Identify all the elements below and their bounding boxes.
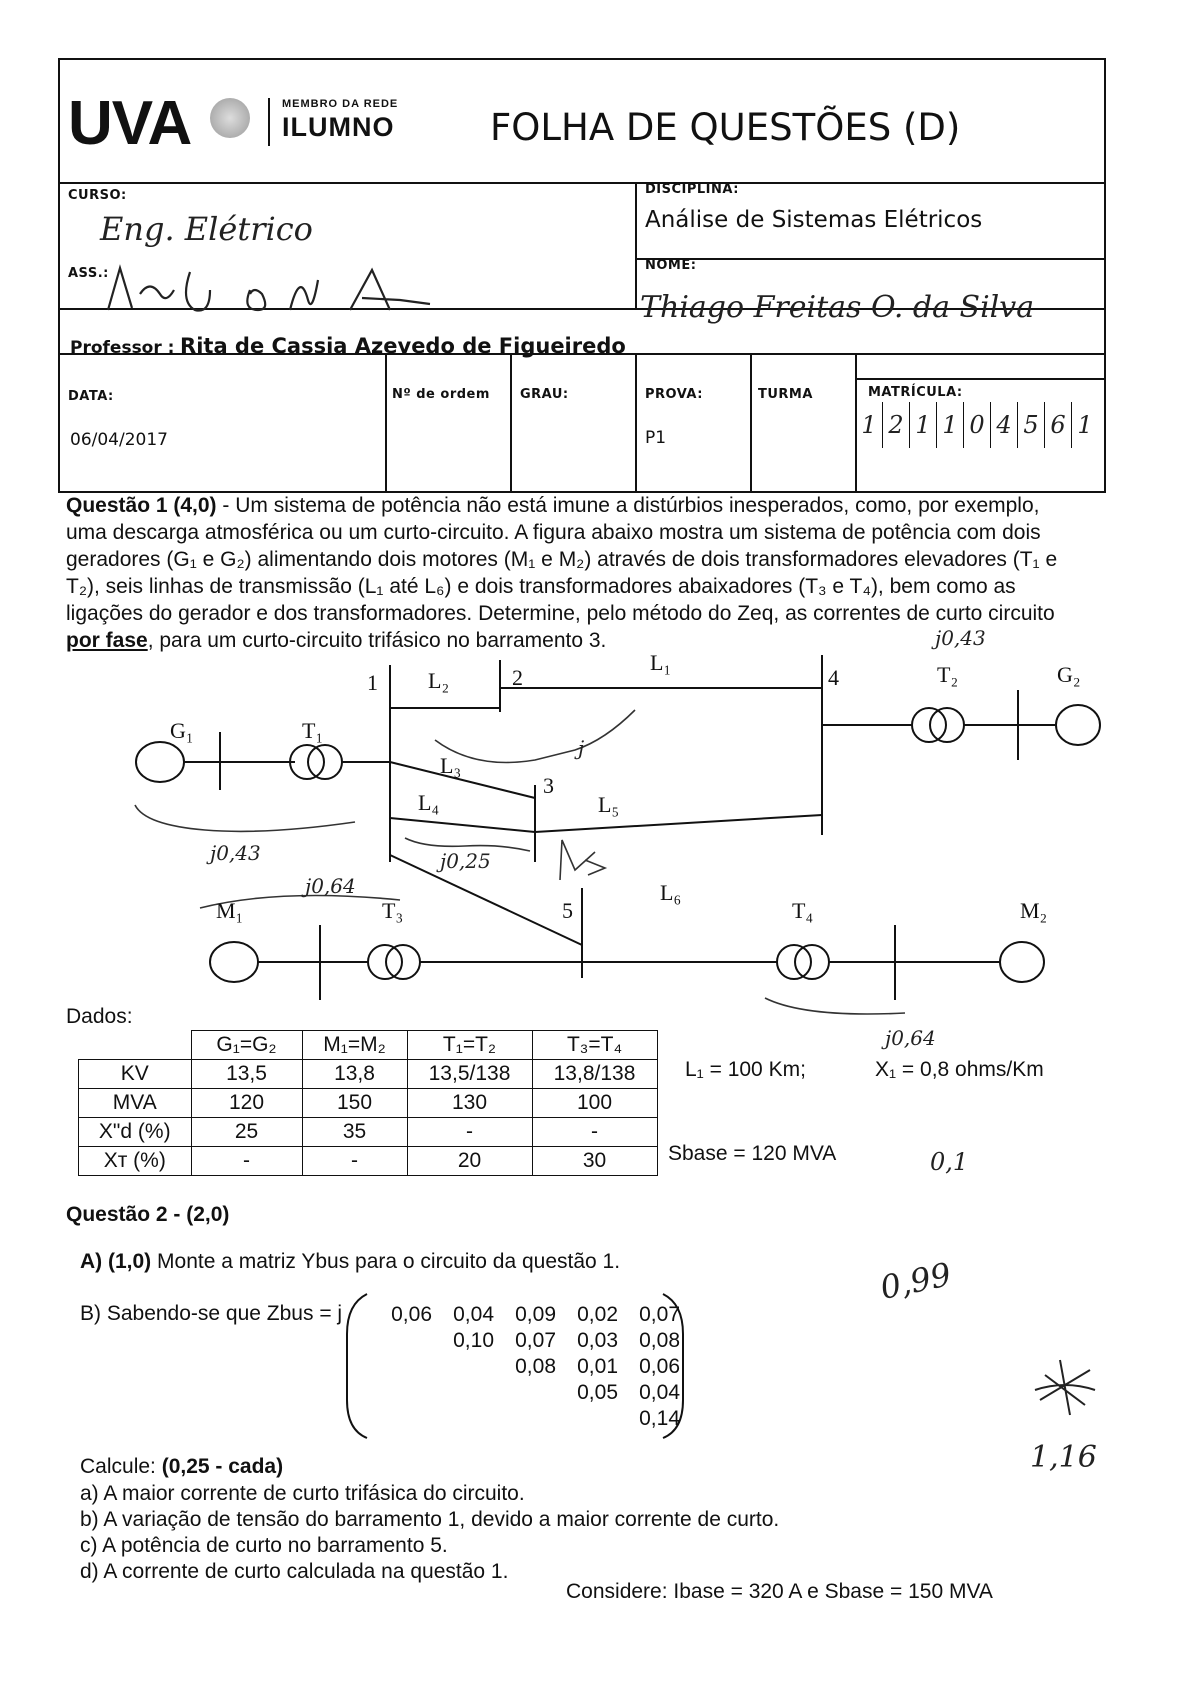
table-row (79, 1089, 658, 1118)
zbus-cell: 0,01 (577, 1355, 618, 1378)
table-cell: KV (79, 1060, 192, 1089)
table-cell: 100 (532, 1089, 657, 1118)
table-cell: - (191, 1147, 302, 1176)
matricula-digit: 0 (963, 402, 990, 448)
hand-total: 1,16 (1030, 1440, 1097, 1475)
network-name: ILUMNO (282, 112, 395, 142)
fault-arrow (560, 840, 605, 880)
table-cell: 13,8 (302, 1060, 407, 1089)
hand-t4-annotation: j0,64 (885, 1026, 936, 1050)
zbus-row (370, 1406, 680, 1432)
hand-t3-annotation: j0,64 (305, 874, 356, 898)
disciplina-label: DISCIPLINA: (645, 182, 739, 197)
brace-g1 (135, 805, 355, 831)
zbus-row (370, 1328, 680, 1354)
zbus-matrix (370, 1302, 680, 1432)
m2-symbol (1000, 942, 1044, 982)
line-L5 (535, 815, 822, 832)
page-title: FOLHA DE QUESTÕES (D) (490, 106, 961, 149)
zbus-cell (370, 1380, 432, 1406)
professor-value: Rita de Cassia Azevedo de Figueiredo (180, 334, 626, 358)
L1-label: L₁ (650, 650, 672, 675)
table-cell: Xᴛ (%) (79, 1147, 192, 1176)
nome-label: NOME: (645, 258, 697, 273)
table-cell: 30 (532, 1147, 657, 1176)
zbus-cell (432, 1406, 494, 1432)
zbus-cell (370, 1354, 432, 1380)
data-value: 06/04/2017 (70, 430, 168, 450)
q1-title: Questão 1 (4,0) (66, 494, 217, 517)
zbus-cell: 0,05 (577, 1381, 618, 1404)
brace-t4 (765, 998, 905, 1014)
table-cell: 35 (302, 1118, 407, 1147)
brace-l1 (435, 710, 635, 763)
L6-label: L₆ (660, 880, 682, 905)
prova-label: PROVA: (645, 387, 703, 402)
zbus-cell (370, 1406, 432, 1432)
T1-label: T₁ (302, 718, 324, 743)
matricula-digit: 2 (882, 402, 909, 448)
zbus-row (370, 1380, 680, 1406)
professor-label: Professor : (70, 338, 175, 358)
data-label: DATA: (68, 389, 114, 404)
m1-symbol (210, 942, 258, 982)
matricula-digit: 1 (855, 402, 882, 448)
table-cell: 13,5/138 (407, 1060, 532, 1089)
dados-table (78, 1030, 658, 1176)
zbus-cell: 0,10 (453, 1329, 494, 1352)
zbus-cell: 0,02 (577, 1303, 618, 1326)
table-header: T₃=T₄ (532, 1031, 657, 1060)
q2-a-bold: A) (1,0) (80, 1250, 152, 1273)
table-cell: 150 (302, 1089, 407, 1118)
table-cell: 25 (191, 1118, 302, 1147)
hand-score-q2: 0,99 (876, 1255, 955, 1307)
T3-label: T₃ (382, 898, 404, 923)
line-L3 (390, 762, 535, 798)
l1-length: L₁ = 100 Km; (685, 1058, 806, 1081)
hand-l4-annotation: j0,25 (440, 849, 491, 873)
zbus-row (370, 1302, 680, 1328)
table-row (79, 1031, 658, 1060)
list-item: a) A maior corrente de curto trifásica do circuito. (80, 1482, 525, 1505)
calcule-bold: (0,25 - cada) (161, 1455, 284, 1478)
curso-value: Eng. Elétrico (100, 210, 313, 248)
q1-line: geradores (G₁ e G₂) alimentando dois motores (M₁ e M₂) através de dois transformadores elevadores (T₁ e (66, 548, 1058, 571)
turma-label: TURMA (758, 387, 813, 402)
g1-symbol (136, 742, 184, 782)
table-row (79, 1147, 658, 1176)
table-cell: 120 (191, 1089, 302, 1118)
matricula-digit: 6 (1044, 402, 1071, 448)
zbus-cell: 0,04 (639, 1381, 680, 1404)
zbus-cell: 0,06 (391, 1303, 432, 1326)
table-header (79, 1031, 192, 1060)
nome-value: Thiago Freitas O. da Silva (640, 290, 1035, 325)
bus-3-label: 3 (543, 773, 554, 798)
zbus-cell: 0,07 (515, 1329, 556, 1352)
zbus-cell: 0,03 (577, 1329, 618, 1352)
hand-l1-annotation: j (578, 736, 585, 760)
table-cell: 20 (407, 1147, 532, 1176)
g2-symbol (1056, 705, 1100, 745)
table-cell: - (532, 1118, 657, 1147)
matricula-digit: 5 (1017, 402, 1044, 448)
ordem-label: Nº de ordem (392, 387, 490, 402)
table-row (79, 1118, 658, 1147)
table-cell: 13,5 (191, 1060, 302, 1089)
list-item: b) A variação de tensão do barramento 1, devido a maior corrente de curto. (80, 1508, 780, 1531)
T2-label: T₂ (937, 662, 959, 687)
list-item: d) A corrente de curto calculada na questão 1. (80, 1560, 509, 1583)
matricula-digit: 1 (909, 402, 936, 448)
table-cell: 130 (407, 1089, 532, 1118)
zbus-cell: 0,04 (453, 1303, 494, 1326)
L3-label: L₃ (440, 753, 462, 778)
calcule-line (80, 1455, 283, 1479)
bus-2-label: 2 (512, 665, 523, 690)
zbus-cell: 0,08 (515, 1355, 556, 1378)
table-cell: 13,8/138 (532, 1060, 657, 1089)
q2-title: Questão 2 - (2,0) (66, 1203, 230, 1226)
zbus-cell: 0,09 (515, 1303, 556, 1326)
table-cell: MVA (79, 1089, 192, 1118)
calcule-label: Calcule: (80, 1455, 162, 1478)
table-cell: X"d (%) (79, 1118, 192, 1147)
L2-label: L₂ (428, 668, 450, 693)
zbus-cell: 0,06 (639, 1355, 680, 1378)
q1-line: uma descarga atmosférica ou um curto-circuito. A figura abaixo mostra um sistema de potência com dois (66, 521, 1041, 544)
zbus-row (370, 1354, 680, 1380)
grau-label: GRAU: (520, 387, 569, 402)
hand-score-q1: 0,1 (930, 1148, 969, 1176)
zbus-cell (494, 1380, 556, 1406)
L5-label: L₅ (598, 792, 620, 817)
prova-value: P1 (645, 428, 667, 448)
network-small: MEMBRO DA REDE (282, 98, 399, 110)
table-row (79, 1060, 658, 1089)
zbus-cell: 0,14 (639, 1407, 680, 1430)
correction-stamp (1030, 1350, 1100, 1420)
table-header: M₁=M₂ (302, 1031, 407, 1060)
T4-label: T₄ (792, 898, 814, 923)
q1-line: - Um sistema de potência não está imune a distúrbios inesperados, como, por exemplo, (216, 494, 1040, 517)
disciplina-value: Análise de Sistemas Elétricos (645, 207, 983, 233)
line-L4 (390, 818, 535, 832)
ass-label: ASS.: (68, 266, 109, 281)
curso-label: CURSO: (68, 188, 127, 203)
L4-label: L₄ (418, 790, 440, 815)
list-item: c) A potência de curto no barramento 5. (80, 1534, 448, 1557)
q1-line-end: , para um curto-circuito trifásico no barramento 3. (147, 629, 607, 652)
q1-bold-underline: por fase (66, 629, 148, 652)
hand-g2-annotation: j0,43 (935, 626, 986, 650)
table-header: T₁=T₂ (407, 1031, 532, 1060)
q1-line: ligações do gerador e dos transformadores. Determine, pelo método do Zeq, as correntes de curto circuito (66, 602, 1055, 625)
sbase-value: Sbase = 120 MVA (668, 1142, 837, 1165)
logo-text: UVA (68, 89, 192, 158)
bus-5-label: 5 (562, 898, 573, 923)
table-cell: - (302, 1147, 407, 1176)
q1-line: T₂), seis linhas de transmissão (L₁ até L₆) e dois transformadores abaixadores (T₃ e T₄), bem como as (66, 575, 1016, 598)
q2-a (80, 1250, 620, 1274)
table-header: G₁=G₂ (191, 1031, 302, 1060)
zbus-cell (370, 1328, 432, 1354)
zbus-cell (432, 1354, 494, 1380)
dados-label: Dados: (66, 1005, 133, 1028)
x1-reactance: X₁ = 0,8 ohms/Km (875, 1058, 1044, 1081)
bus-1-label: 1 (367, 670, 378, 695)
G1-label: G₁ (170, 718, 194, 743)
bus-4-label: 4 (828, 665, 839, 690)
zbus-cell: 0,07 (639, 1303, 680, 1326)
q2-a-text: Monte a matriz Ybus para o circuito da questão 1. (151, 1250, 621, 1273)
zbus-cell (494, 1406, 556, 1432)
matricula-digit: 4 (990, 402, 1017, 448)
zbus-cell (556, 1406, 618, 1432)
M2-label: M₂ (1020, 898, 1048, 923)
q2-b: B) Sabendo-se que Zbus = j (80, 1302, 343, 1325)
considere-line: Considere: Ibase = 320 A e Sbase = 150 MVA (566, 1580, 993, 1603)
G2-label: G₂ (1057, 662, 1081, 687)
hand-g1-annotation: j0,43 (210, 841, 261, 865)
table-cell: - (407, 1118, 532, 1147)
zbus-cell: 0,08 (639, 1329, 680, 1352)
matricula-digit: 1 (1071, 402, 1098, 448)
matricula-label: MATRÍCULA: (868, 385, 963, 400)
q2-items (80, 1481, 779, 1585)
M1-label: M₁ (216, 898, 244, 923)
matricula-digit: 1 (936, 402, 963, 448)
zbus-cell (432, 1380, 494, 1406)
